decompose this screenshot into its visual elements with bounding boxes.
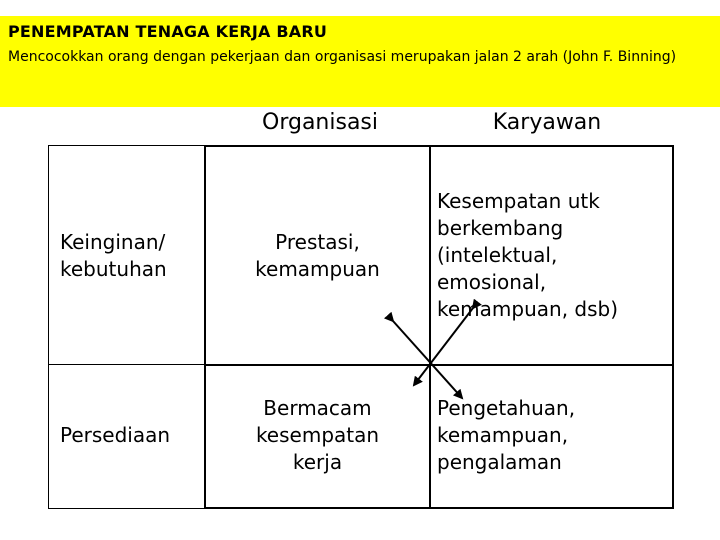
cell-karyawan-pengetahuan: Pengetahuan, kemampuan, pengalaman [437, 396, 576, 474]
column-header-organisasi: Organisasi [262, 110, 378, 135]
row-label-keinginan: Keinginan/ kebutuhan [60, 229, 167, 281]
page-title: PENEMPATAN TENAGA KERJA BARU [8, 22, 328, 41]
arrow-organisasi-to-karyawan [393, 321, 462, 398]
cell-karyawan-kesempatan: Kesempatan utk berkembang (intelektual, emosional, kemampuan, dsb) [437, 189, 619, 321]
cell-organisasi-prestasi: Prestasi, kemampuan [255, 229, 380, 281]
column-header-karyawan: Karyawan [492, 110, 602, 135]
cell-organisasi-kesempatan-kerja: Bermacam kesempatan kerja [255, 396, 380, 474]
page-subtitle: Mencocokkan orang dengan pekerjaan dan organisasi merupakan jalan 2 arah (John F. Binning) [8, 49, 677, 65]
arrow-karyawan-to-organisasi [414, 308, 473, 385]
row-label-persediaan: Persediaan [60, 423, 171, 447]
